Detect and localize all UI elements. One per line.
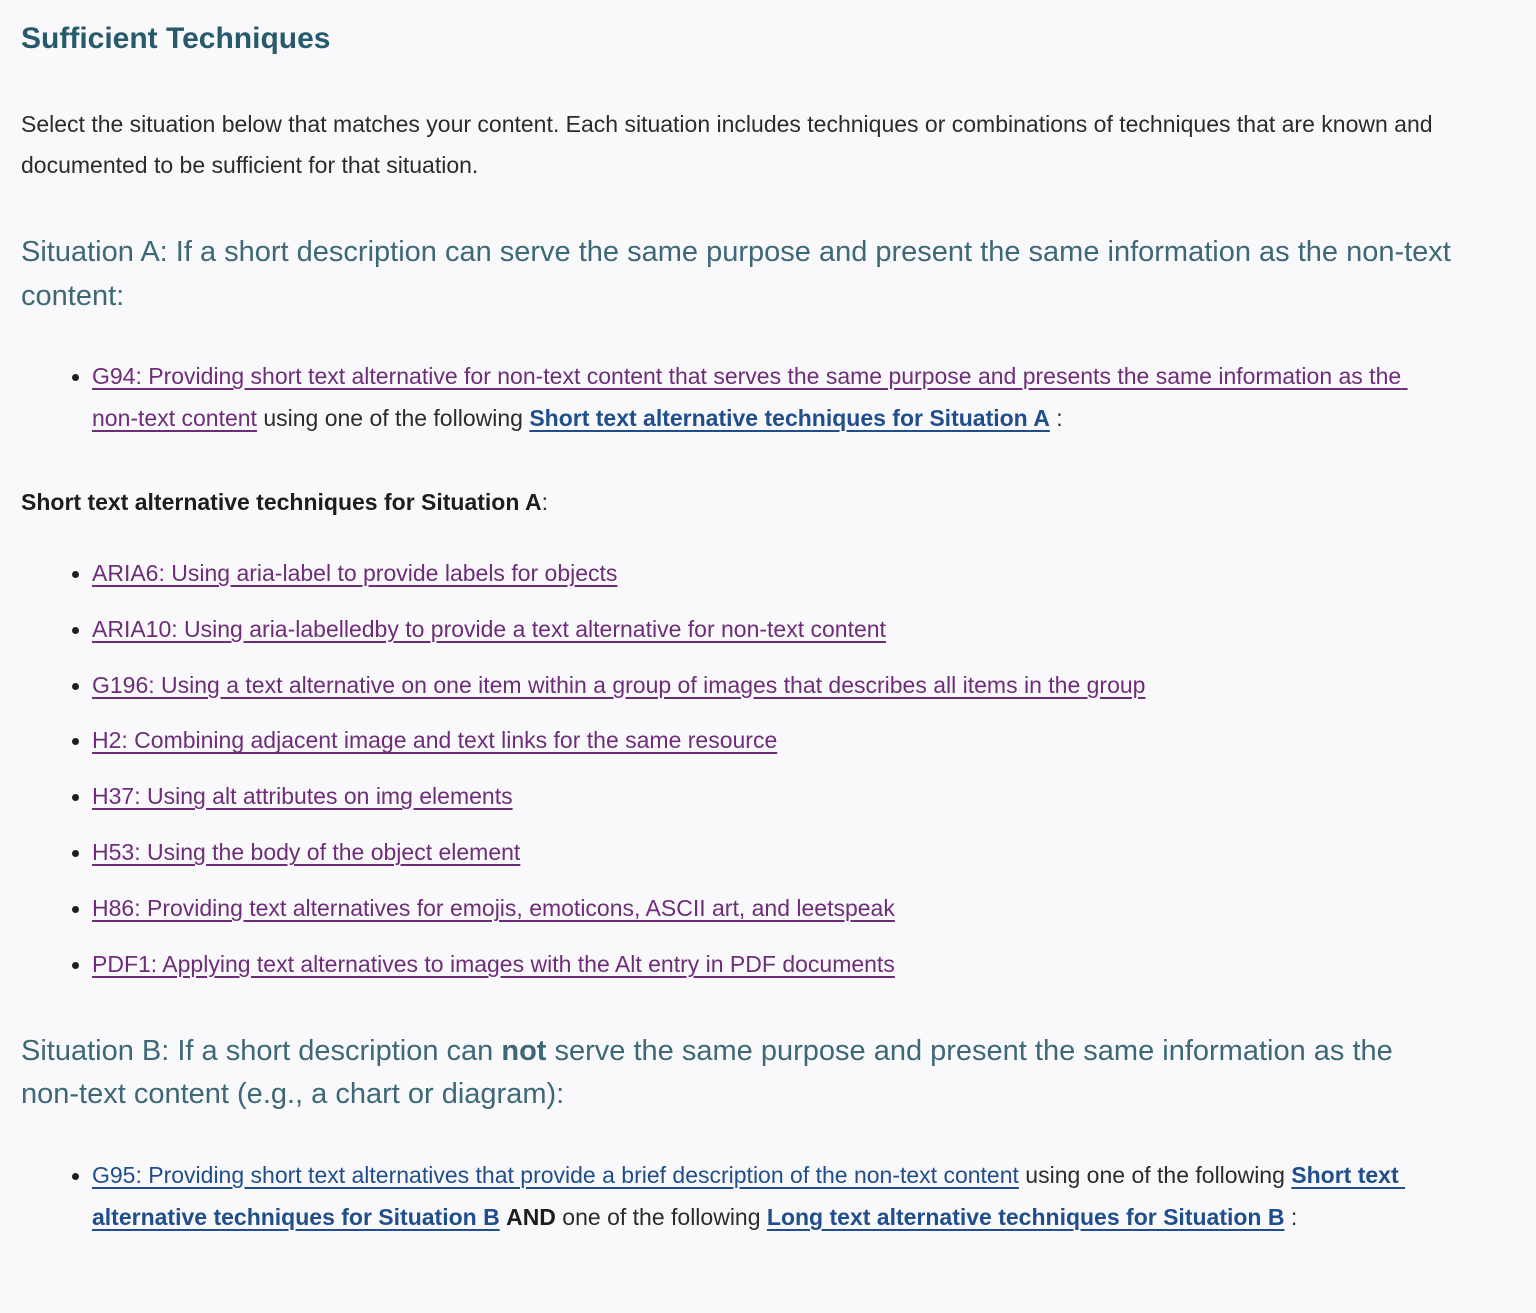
aria6-link[interactable]: ARIA6: Using aria-label to provide labels for objects [92, 559, 618, 586]
text-segment: : [541, 488, 548, 515]
short-text-techniques-a-list [21, 553, 1458, 986]
list-item [92, 832, 1432, 874]
short-text-techniques-a-heading [21, 482, 1458, 524]
h37-link[interactable]: H37: Using alt attributes on img elements [92, 783, 513, 810]
h53-link[interactable]: H53: Using the body of the object element [92, 839, 521, 866]
text-segment: using one of the following [1018, 1161, 1292, 1188]
aria10-link[interactable]: ARIA10: Using aria-labelledby to provide a text alternative for non-text content [92, 615, 886, 642]
page-title: Sufficient Techniques [21, 22, 331, 55]
h86-link[interactable]: H86: Providing text alternatives for emojis, emoticons, ASCII art, and leetspeak [92, 894, 895, 921]
g94-link[interactable]: G94: Providing short text alternative for non-text content that serves the same purpose and presents the same information as the non-text content [92, 363, 1408, 432]
text-segment: using one of the following [256, 405, 530, 432]
list-item [92, 1155, 1432, 1239]
list-item [92, 888, 1432, 930]
list-item [92, 553, 1432, 595]
situation-a-heading [21, 231, 1458, 318]
list-item [92, 776, 1432, 818]
situation-b-sufficient-list [21, 1155, 1458, 1239]
pdf1-link[interactable]: PDF1: Applying text alternatives to images with the Alt entry in PDF documents [92, 950, 895, 977]
situation-b-heading [21, 1030, 1458, 1117]
g95-link[interactable]: G95: Providing short text alternatives that provide a brief description of the non-text content [92, 1161, 1019, 1188]
g196-link[interactable]: G196: Using a text alternative on one item within a group of images that describes all items in the group [92, 671, 1146, 698]
list-item [92, 665, 1432, 707]
text-segment: Short text alternative techniques for Situation A [21, 488, 542, 515]
text-segment: one of the following [555, 1203, 767, 1230]
text-segment: : [1284, 1203, 1298, 1230]
text-segment: not [501, 1034, 547, 1067]
h2-link[interactable]: H2: Combining adjacent image and text links for the same resource [92, 727, 778, 754]
text-segment: Situation A: If a short description can serve the same purpose and present the same information as the non-text content: [21, 236, 1459, 312]
short-text-techniques-b-link[interactable]: Short text alternative techniques for Situation B [92, 1161, 1406, 1230]
intro-paragraph: Select the situation below that matches your content. Each situation includes techniques or combinations of techniques that are known and documented to be sufficient for that situation. [21, 110, 1433, 179]
list-item [92, 609, 1432, 651]
text-segment: AND [506, 1203, 556, 1230]
list-item [92, 356, 1432, 440]
text-segment: serve the same purpose and present the same information as the non-text content (e.g., a chart or diagram): [21, 1034, 1401, 1111]
long-text-techniques-b-link[interactable]: Long text alternative techniques for Situation B [766, 1203, 1285, 1230]
list-item [92, 944, 1432, 986]
text-segment: Situation B: If a short description can [21, 1034, 502, 1067]
text-segment: : [1049, 405, 1063, 432]
list-item [92, 720, 1432, 762]
short-text-techniques-a-link[interactable]: Short text alternative techniques for Situation A [529, 405, 1050, 432]
situation-a-sufficient-list [21, 356, 1458, 440]
